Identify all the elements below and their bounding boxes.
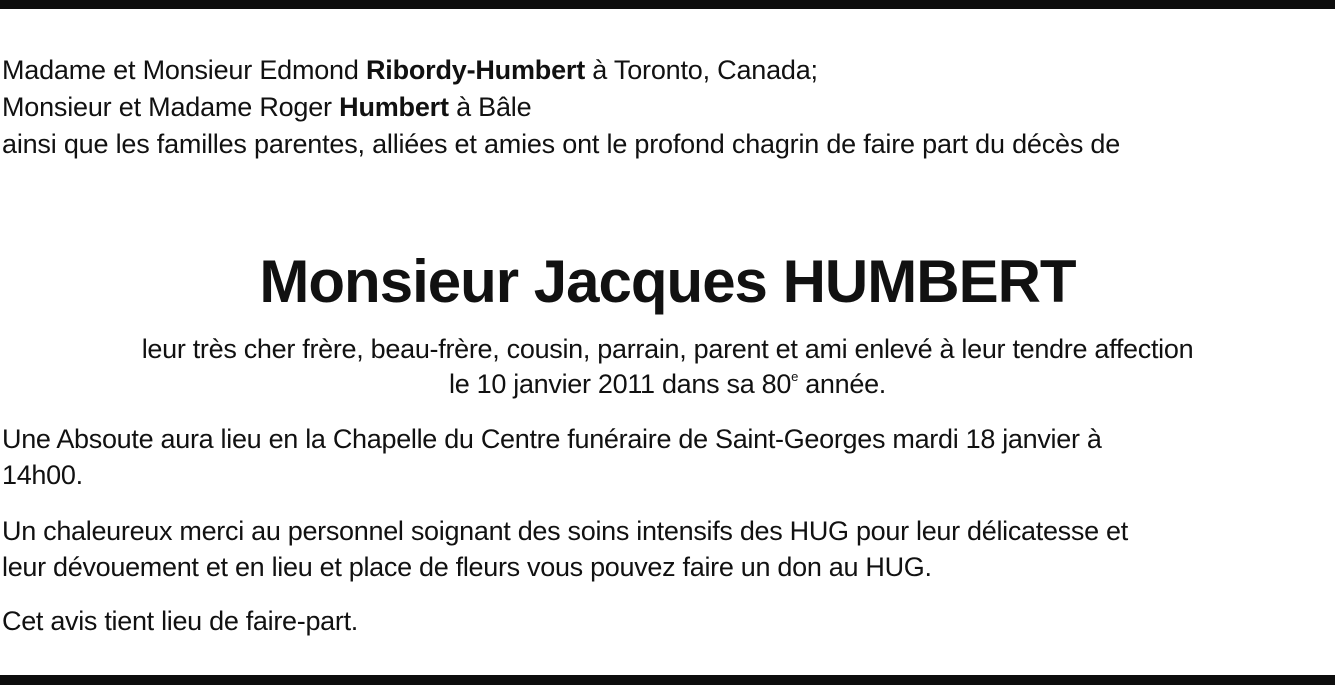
family-name-humbert: Humbert xyxy=(339,92,449,122)
absoute-paragraph xyxy=(2,421,1333,493)
thanks-paragraph xyxy=(2,513,1333,585)
family-line-toronto-prefix: Madame et Monsieur Edmond xyxy=(2,55,366,85)
notice-line: Cet avis tient lieu de faire-part. xyxy=(2,606,358,636)
family-line-bale-suffix: à Bâle xyxy=(448,92,532,122)
tribute-text xyxy=(0,332,1335,402)
announcement-line: ainsi que les familles parentes, alliées et amies ont le profond chagrin de faire part du décès de xyxy=(2,129,1121,159)
family-line-bale-prefix: Monsieur et Madame Roger xyxy=(2,92,340,122)
absoute-line-2: 14h00. xyxy=(2,460,83,490)
family-line-toronto xyxy=(2,52,1333,89)
announcing-families xyxy=(2,52,1333,163)
family-line-toronto-suffix: à Toronto, Canada; xyxy=(584,55,818,85)
death-date-text: le 10 janvier 2011 dans sa 80 xyxy=(449,369,792,399)
absoute-line-1: Une Absoute aura lieu en la Chapelle du Centre funéraire de Saint-Georges mardi 18 janvier à xyxy=(2,424,1102,454)
tribute-line-date xyxy=(0,367,1335,402)
top-border-rule xyxy=(0,0,1335,9)
bottom-border-rule xyxy=(0,675,1335,685)
family-line-bale xyxy=(2,89,1333,126)
thanks-line-1: Un chaleureux merci au personnel soignant des soins intensifs des HUG pour leur délicatesse et xyxy=(2,516,1128,546)
notice-paragraph xyxy=(2,603,1333,639)
family-name-ribordy-humbert: Ribordy-Humbert xyxy=(365,55,585,85)
age-suffix-text: année. xyxy=(798,369,886,399)
deceased-name: Monsieur Jacques HUMBERT xyxy=(259,248,1076,315)
thanks-line-2: leur dévouement et en lieu et place de fleurs vous pouvez faire un don au HUG. xyxy=(2,552,932,582)
ordinal-suffix: e xyxy=(791,369,798,384)
tribute-line-relations: leur très cher frère, beau-frère, cousin, parrain, parent et ami enlevé à leur tendre affection xyxy=(141,334,1194,364)
